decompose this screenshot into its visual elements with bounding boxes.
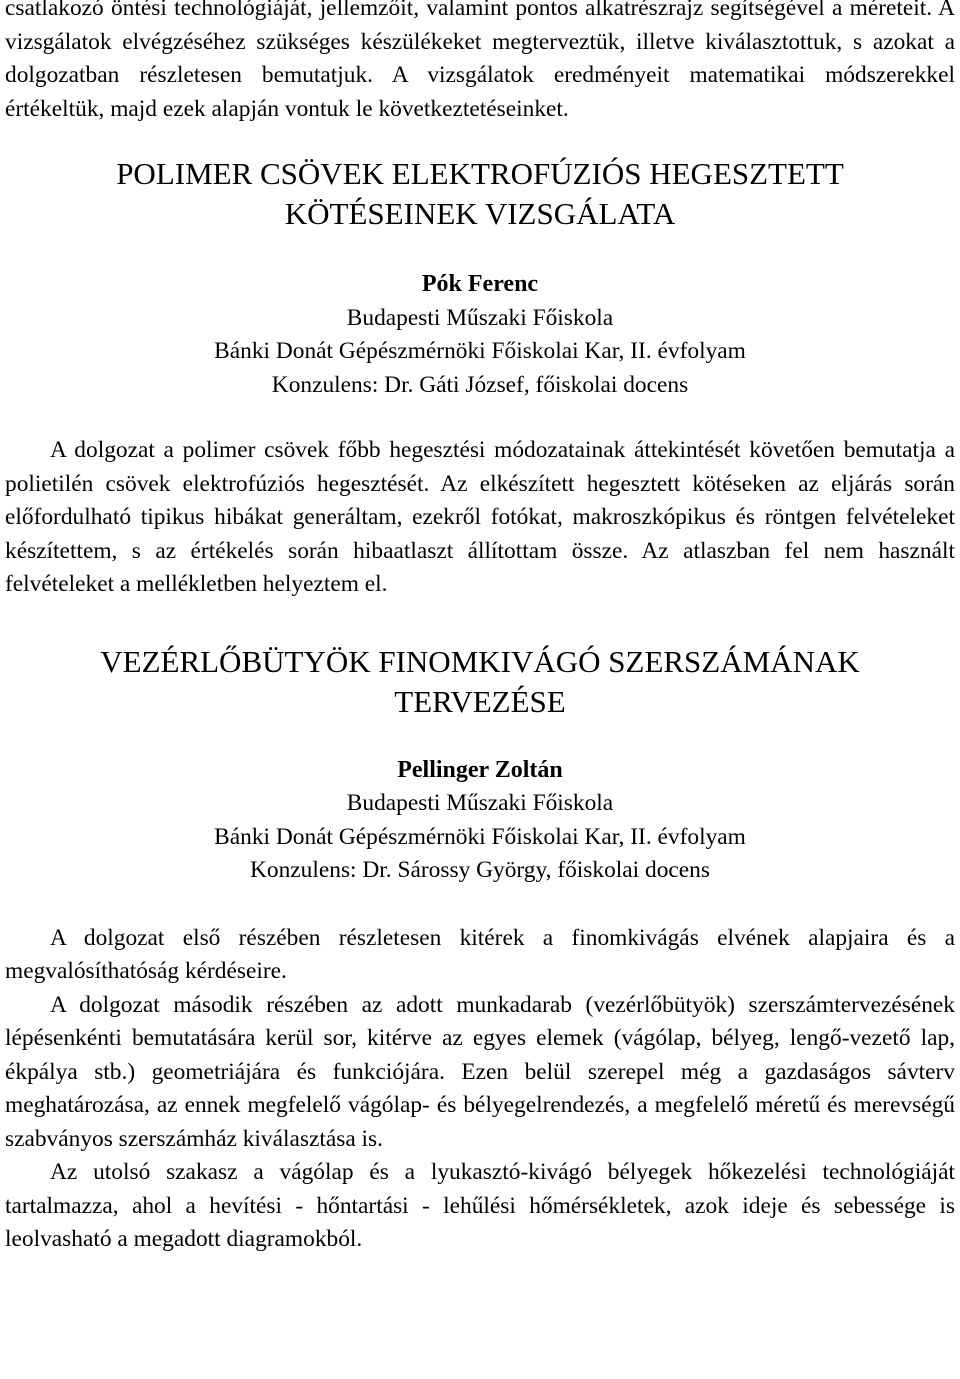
author-block — [5, 754, 955, 888]
abstract — [5, 434, 955, 602]
faculty: Bánki Donát Gépészmérnöki Főiskolai Kar, II. évfolyam — [214, 823, 746, 850]
article-section-1 — [5, 154, 955, 602]
supervisor: Konzulens: Dr. Gáti József, főiskolai docens — [271, 371, 689, 398]
abstract — [5, 922, 955, 1257]
article-title-line-2: KÖTÉSEINEK VIZSGÁLATA — [284, 196, 676, 231]
article-title-line-1: POLIMER CSÖVEK ELEKTROFÚZIÓS HEGESZTETT — [116, 156, 844, 191]
document-page — [5, 0, 955, 1257]
author-block — [5, 268, 955, 402]
abstract-paragraph: A dolgozat második részében az adott munkadarab (vezérlőbütyök) szerszámtervezésének lépésenkénti bemutatására kerül sor, kitérve az egyes elemek (vágólap, bélyeg, lengő-vezető lap, ékpálya stb.) geometriájára és funkciójára. Ezen belül szerepel még a gazdaságos sávterv meghatározása, az ennek megfelelő vágólap- és bélyegelrendezés, a megfelelő méretű és merevségű szabványos szerszámház kiválasztása is. — [5, 991, 955, 1152]
institution: Budapesti Műszaki Főiskola — [346, 790, 614, 816]
supervisor: Konzulens: Dr. Sárossy György, főiskolai docens — [250, 857, 710, 883]
abstract-paragraph: Az utolsó szakasz a vágólap és a lyukasztó-kivágó bélyegek hőkezelési technológiáját tartalmazza, ahol a hevítési - hőntartási - lehűlési hőmérsékletek, azok ideje és sebessége is leolvasható a megadott diagramokból. — [5, 1159, 955, 1252]
article-section-2 — [5, 642, 955, 1257]
abstract-paragraph: A dolgozat a polimer csövek főbb hegesztési módozatainak áttekintését követően bemutatja a polietilén csövek elektrofúziós hegesztését. Az elkészített hegesztett kötéseken az eljárás során előfordulható tipikus hibákat generáltam, ezekről fotókat, makroszkópikus és röntgen felvételeket készítettem, s az értékelés során hibaatlaszt állítottam össze. Az atlaszban fel nem használt felvételeket a mellékletben helyeztem el. — [5, 437, 955, 597]
article-title-line-1: VEZÉRLŐBÜTYÖK FINOMKIVÁGÓ SZERSZÁMÁNAK — [100, 643, 860, 679]
author-name: Pók Ferenc — [421, 271, 539, 297]
intro-paragraph: csatlakozó öntési technológiáját, jellemzőit, valamint pontos alkatrészrajz segítségével a méreteit. A vizsgálatok elvégzéséhez szükséges készülékeket megterveztük, illetve kiválasztottuk, s azokat a dolgozatban részletesen bemutatjuk. A vizsgálatok eredményeit matematikai módszerekkel értékeltük, majd ezek alapján vontuk le következtetéseinket. — [5, 0, 955, 122]
institution: Budapesti Műszaki Főiskola — [346, 304, 614, 331]
article-title — [5, 154, 955, 234]
article-title — [5, 642, 955, 722]
abstract-paragraph: A dolgozat első részében részletesen kitérek a finomkivágás elvének alapjaira és a megvalósíthatóság kérdéseire. — [5, 924, 955, 984]
faculty: Bánki Donát Gépészmérnöki Főiskolai Kar, II. évfolyam — [214, 338, 746, 364]
author-name: Pellinger Zoltán — [397, 756, 563, 783]
article-title-line-2: TERVEZÉSE — [394, 683, 566, 719]
